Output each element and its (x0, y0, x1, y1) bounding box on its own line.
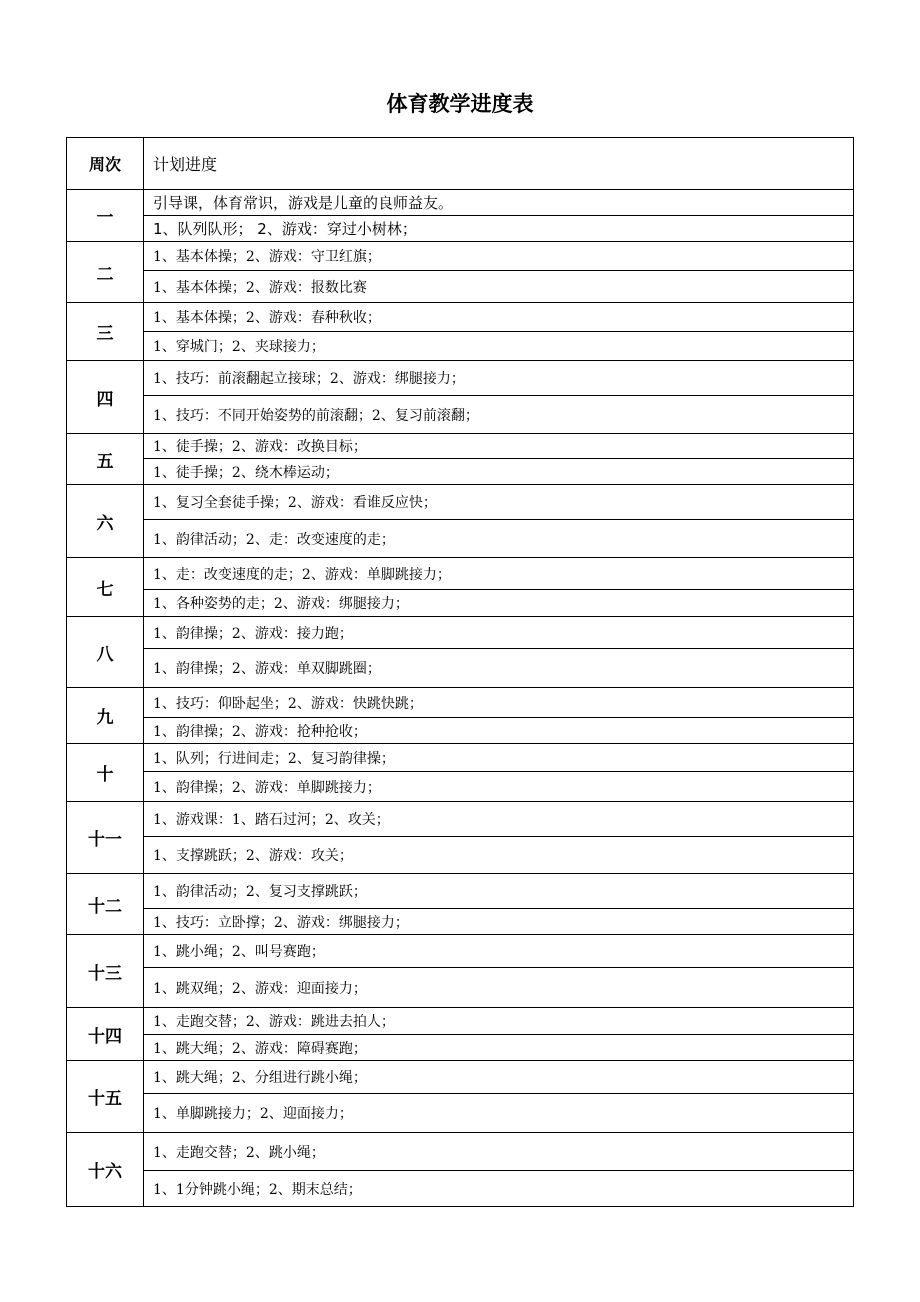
table-row (67, 590, 854, 617)
plan-item: 1、跳小绳；2、叫号赛跑； (144, 935, 854, 968)
table-row (67, 1171, 854, 1207)
table-row (67, 271, 854, 303)
table-row (67, 1061, 854, 1094)
week-label: 十三 (67, 935, 144, 1008)
header-week: 周次 (67, 138, 144, 190)
table-row (67, 874, 854, 909)
week-label: 九 (67, 688, 144, 744)
plan-item: 1、1分钟跳小绳；2、期末总结； (144, 1171, 854, 1207)
week-label: 十二 (67, 874, 144, 935)
table-row (67, 361, 854, 396)
week-label: 八 (67, 617, 144, 688)
table-row (67, 1094, 854, 1133)
plan-item: 1、技巧：前滚翻起立接球；2、游戏：绑腿接力； (144, 361, 854, 396)
plan-item: 1、穿城门；2、夹球接力； (144, 332, 854, 361)
plan-item: 1、韵律活动；2、走：改变速度的走； (144, 520, 854, 558)
plan-item: 1、走：改变速度的走；2、游戏：单脚跳接力； (144, 558, 854, 590)
table-row (67, 216, 854, 242)
plan-item: 1、基本体操；2、游戏：报数比赛 (144, 271, 854, 303)
plan-item: 1、游戏课：1、踏石过河；2、攻关； (144, 802, 854, 837)
plan-item: 1、韵律操；2、游戏：接力跑； (144, 617, 854, 649)
table-row (67, 968, 854, 1008)
table-row (67, 909, 854, 935)
week-label: 三 (67, 303, 144, 361)
table-row (67, 1008, 854, 1035)
plan-item: 1、走跑交替；2、游戏：跳进去拍人； (144, 1008, 854, 1035)
week-label: 十六 (67, 1133, 144, 1207)
plan-item: 1、单脚跳接力；2、迎面接力； (144, 1094, 854, 1133)
table-row (67, 617, 854, 649)
plan-item: 引导课，体育常识，游戏是儿童的良师益友。 (144, 190, 854, 216)
table-row (67, 558, 854, 590)
plan-item: 1、队列队形； 2、游戏：穿过小树林； (144, 216, 854, 242)
week-label: 六 (67, 485, 144, 558)
plan-item: 1、技巧：立卧撑；2、游戏：绑腿接力； (144, 909, 854, 935)
plan-item: 1、基本体操；2、游戏：春种秋收； (144, 303, 854, 332)
plan-item: 1、徒手操；2、绕木棒运动； (144, 459, 854, 485)
table-row (67, 242, 854, 271)
plan-item: 1、跳双绳；2、游戏：迎面接力； (144, 968, 854, 1008)
week-label: 二 (67, 242, 144, 303)
table-row (67, 744, 854, 772)
table-row (67, 190, 854, 216)
table-row (67, 520, 854, 558)
plan-item: 1、韵律操；2、游戏：单脚跳接力； (144, 772, 854, 802)
page-title: 体育教学进度表 (386, 92, 534, 116)
plan-item: 1、各种姿势的走；2、游戏：绑腿接力； (144, 590, 854, 617)
table-row (67, 396, 854, 434)
table-row (67, 303, 854, 332)
plan-item: 1、跳大绳；2、分组进行跳小绳； (144, 1061, 854, 1094)
week-label: 七 (67, 558, 144, 617)
plan-item: 1、技巧：不同开始姿势的前滚翻；2、复习前滚翻； (144, 396, 854, 434)
table-row (67, 485, 854, 520)
week-label: 一 (67, 190, 144, 242)
plan-item: 1、韵律操；2、游戏：单双脚跳圈； (144, 649, 854, 688)
week-label: 十 (67, 744, 144, 802)
plan-item: 1、支撑跳跃；2、游戏：攻关； (144, 837, 854, 874)
week-label: 五 (67, 434, 144, 485)
table-row (67, 837, 854, 874)
plan-item: 1、走跑交替；2、跳小绳； (144, 1133, 854, 1171)
table-row (67, 459, 854, 485)
week-label: 十一 (67, 802, 144, 874)
table-row (67, 935, 854, 968)
table-row (67, 332, 854, 361)
schedule-table (66, 137, 854, 1207)
week-label: 十五 (67, 1061, 144, 1133)
plan-item: 1、徒手操；2、游戏：改换目标； (144, 434, 854, 459)
plan-item: 1、技巧：仰卧起坐；2、游戏：快跳快跳； (144, 688, 854, 718)
table-row (67, 772, 854, 802)
table-row (67, 649, 854, 688)
table-header-row (67, 138, 854, 190)
table-row (67, 434, 854, 459)
plan-item: 1、韵律操；2、游戏：抢种抢收； (144, 718, 854, 744)
plan-item: 1、基本体操；2、游戏：守卫红旗； (144, 242, 854, 271)
table-row (67, 688, 854, 718)
table-row (67, 802, 854, 837)
plan-item: 1、队列；行进间走；2、复习韵律操； (144, 744, 854, 772)
table-row (67, 1133, 854, 1171)
header-plan: 计划进度 (144, 138, 854, 190)
plan-item: 1、跳大绳；2、游戏：障碍赛跑； (144, 1035, 854, 1061)
week-label: 四 (67, 361, 144, 434)
table-row (67, 718, 854, 744)
table-row (67, 1035, 854, 1061)
week-label: 十四 (67, 1008, 144, 1061)
plan-item: 1、韵律活动；2、复习支撑跳跃； (144, 874, 854, 909)
plan-item: 1、复习全套徒手操；2、游戏：看谁反应快； (144, 485, 854, 520)
